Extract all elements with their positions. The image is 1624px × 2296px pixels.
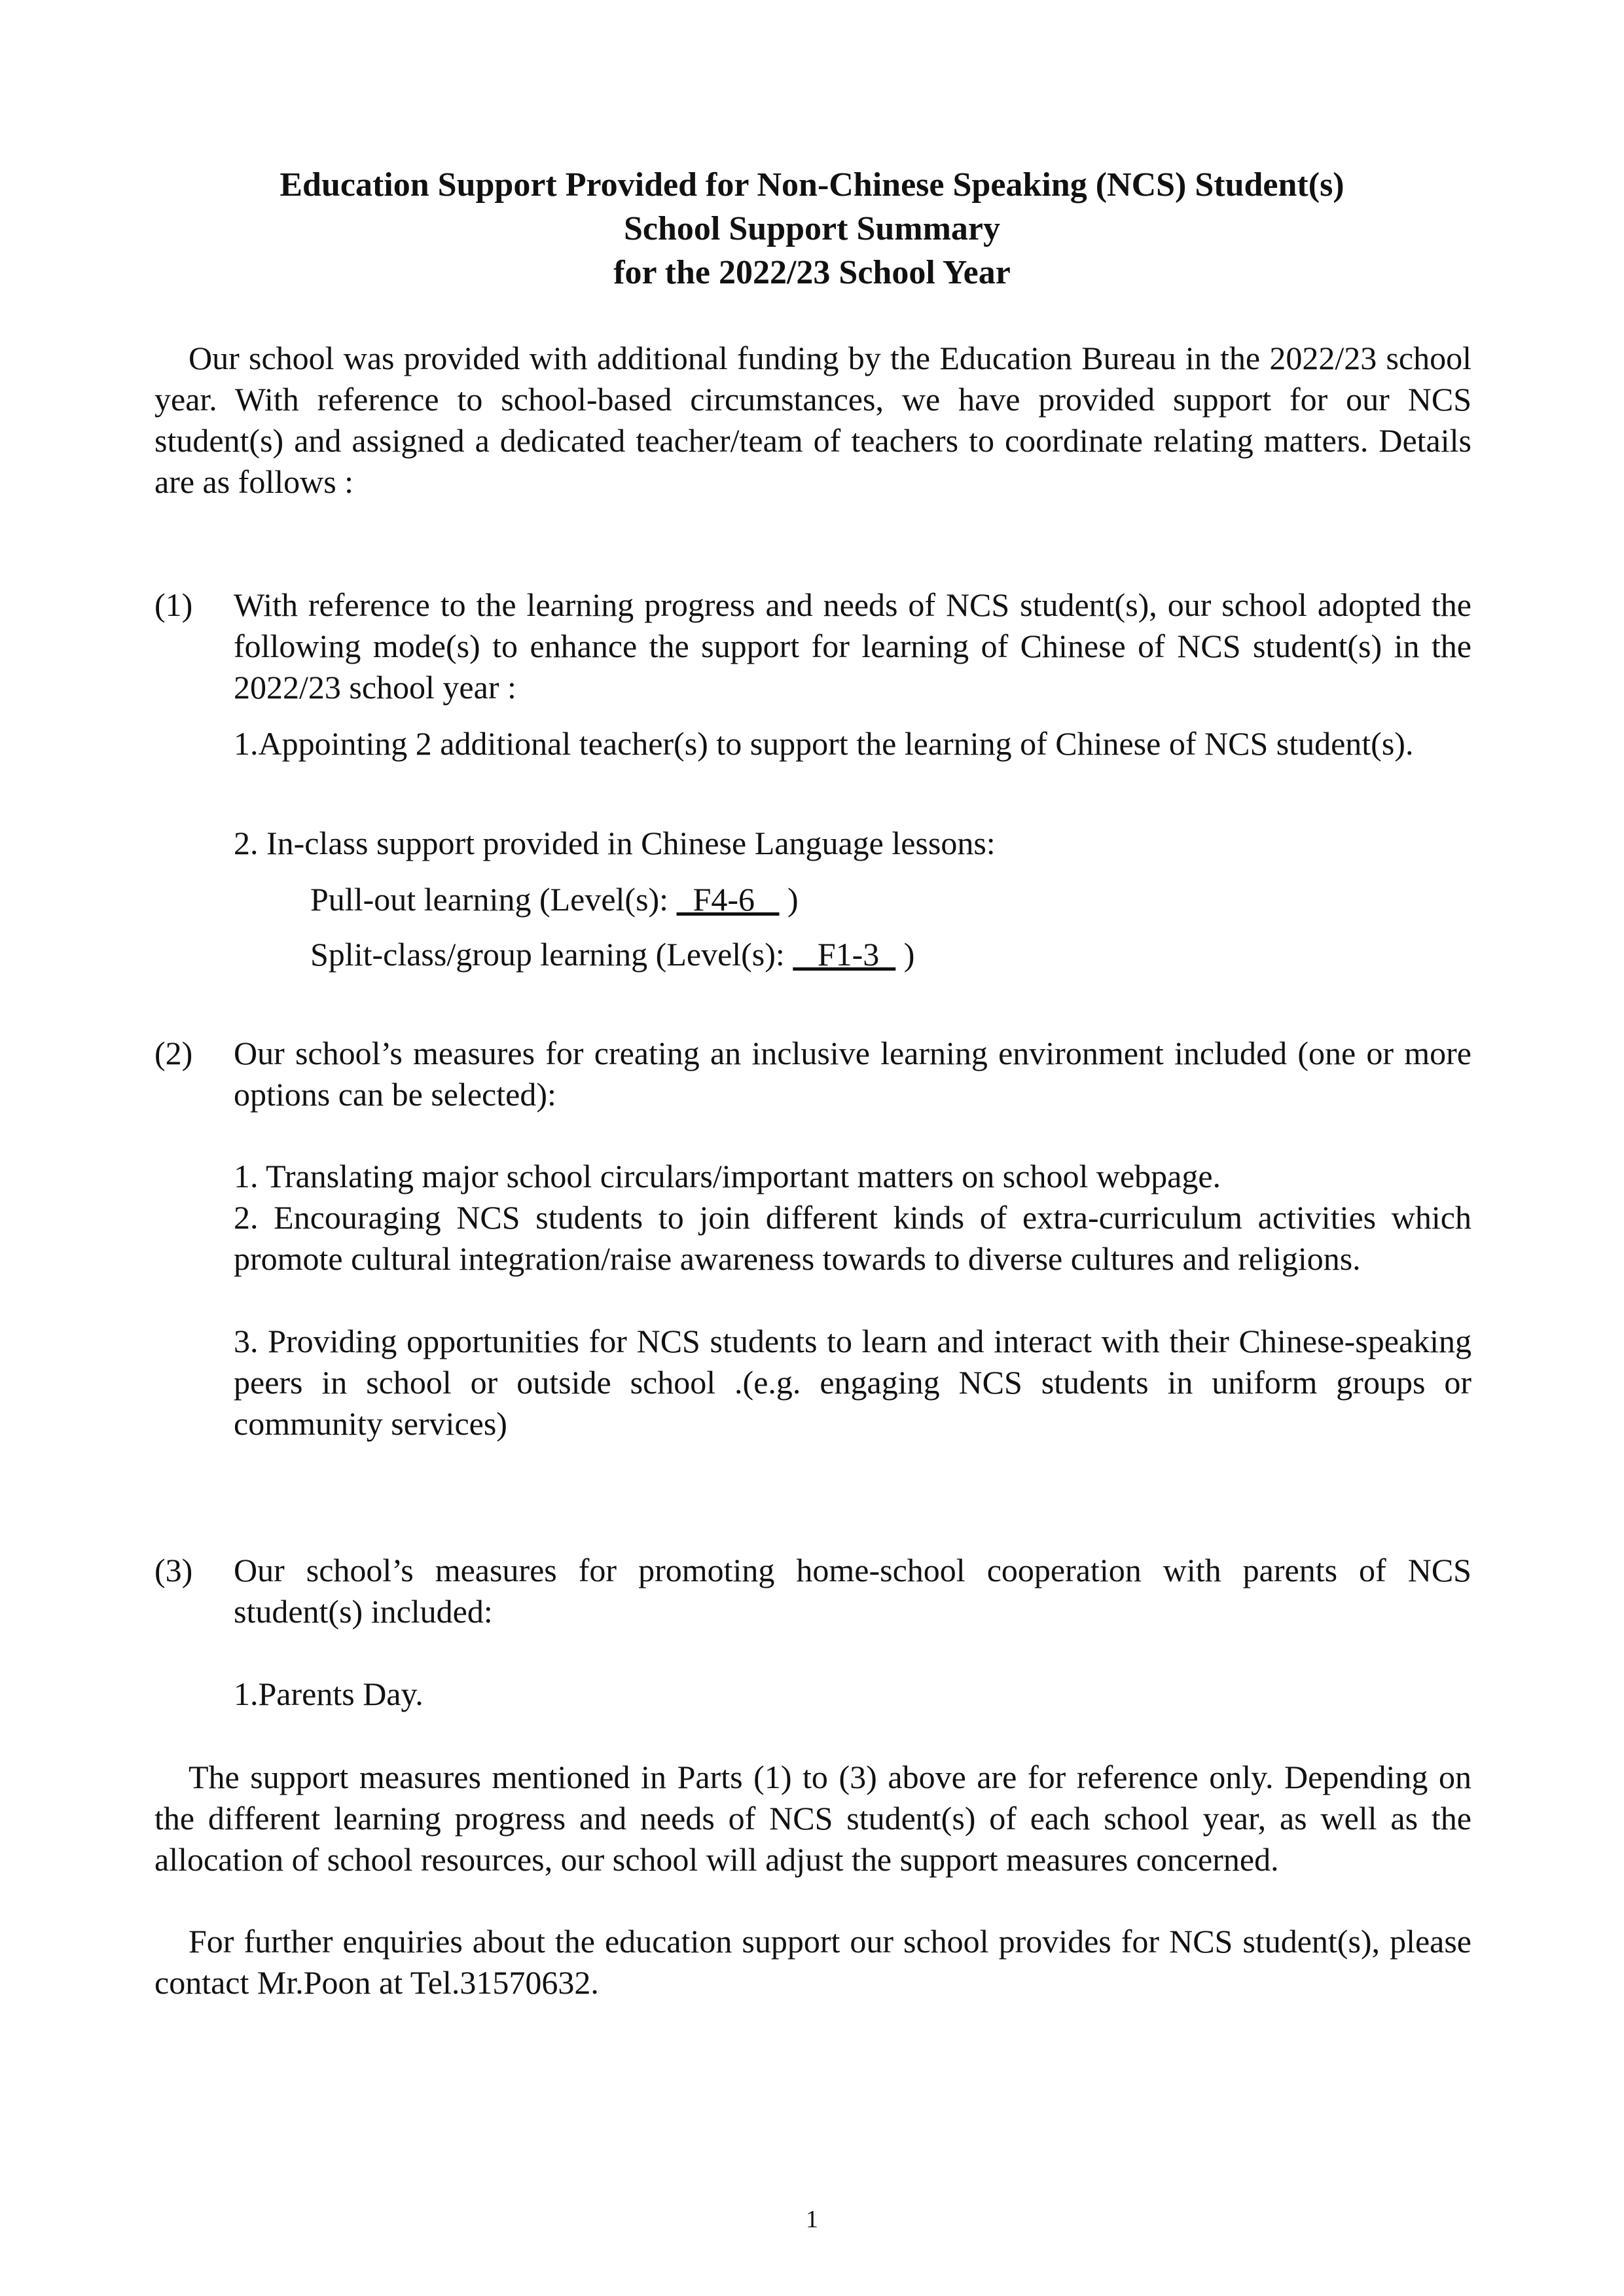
pull-out-label: Pull-out learning (Level(s): — [310, 881, 677, 918]
closing-paragraph-2 — [154, 1921, 1471, 2003]
section-2-number: (2) — [154, 1035, 193, 1071]
section-1-text: With reference to the learning progress and needs of NCS student(s), our school adopted the following mode(s) to enhance the support for learning of Chinese of NCS student(s) in the 2022/23 school year : — [234, 586, 1471, 706]
intro-paragraph — [154, 338, 1471, 503]
closing-text-1: The support measures mentioned in Parts (1) to (3) above are for reference only. Depending on the different learning progress and needs of NCS student(s) of each school year, as well as the allocation of school resources, our school will adjust the support measures concerned. — [154, 1759, 1471, 1878]
split-class-learning-line — [310, 934, 914, 975]
section-2-item-2: 2. Encouraging NCS students to join different kinds of extra-curriculum activities which promote cultural integration/raise awareness towards to diverse cultures and religions. — [234, 1199, 1471, 1277]
title-line-2: School Support Summary — [624, 210, 1000, 247]
section-3-text: Our school’s measures for promoting home-school cooperation with parents of NCS student(s) included: — [234, 1552, 1471, 1630]
section-2-text: Our school’s measures for creating an inclusive learning environment included (one or more options can be selected): — [234, 1035, 1471, 1113]
split-class-label: Split-class/group learning (Level(s): — [310, 936, 793, 973]
section-3-item-1: 1.Parents Day. — [234, 1676, 424, 1712]
pull-out-learning-line — [310, 879, 799, 920]
section-1-number: (1) — [154, 586, 193, 623]
section-1-item-2: 2. In-class support provided in Chinese Language lessons: — [234, 825, 996, 861]
section-2-item-1: 1. Translating major school circulars/important matters on school webpage. — [234, 1158, 1221, 1194]
closing-text-2: For further enquiries about the education support our school provides for NCS student(s), please contact Mr.Poon at Tel.31570632. — [154, 1923, 1471, 2001]
intro-text: Our school was provided with additional funding by the Education Bureau in the 2022/23 school year. With reference to school-based circumstances, we have provided support for our NCS student(s) and assigned a dedicated teacher/team of teachers to coordinate relating matters. Details are as follows : — [154, 340, 1471, 500]
split-class-close: ) — [895, 936, 915, 973]
title-line-1: Education Support Provided for Non-Chinese Speaking (NCS) Student(s) — [280, 166, 1344, 204]
closing-paragraph-1 — [154, 1757, 1471, 1880]
pull-out-close: ) — [779, 881, 799, 918]
section-2-item-3: 3. Providing opportunities for NCS students to learn and interact with their Chinese-speaking peers in school or outside school .(e.g. engaging NCS students in uniform groups or community services) — [234, 1323, 1471, 1442]
pull-out-level-value: F4-6 — [676, 881, 780, 918]
page-number: 1 — [806, 2206, 818, 2233]
section-1-item-1: 1.Appointing 2 additional teacher(s) to support the learning of Chinese of NCS student(s). — [234, 725, 1414, 762]
section-3-number: (3) — [154, 1552, 193, 1588]
title-line-3: for the 2022/23 School Year — [613, 254, 1011, 291]
split-class-level-value: F1-3 — [793, 936, 896, 973]
